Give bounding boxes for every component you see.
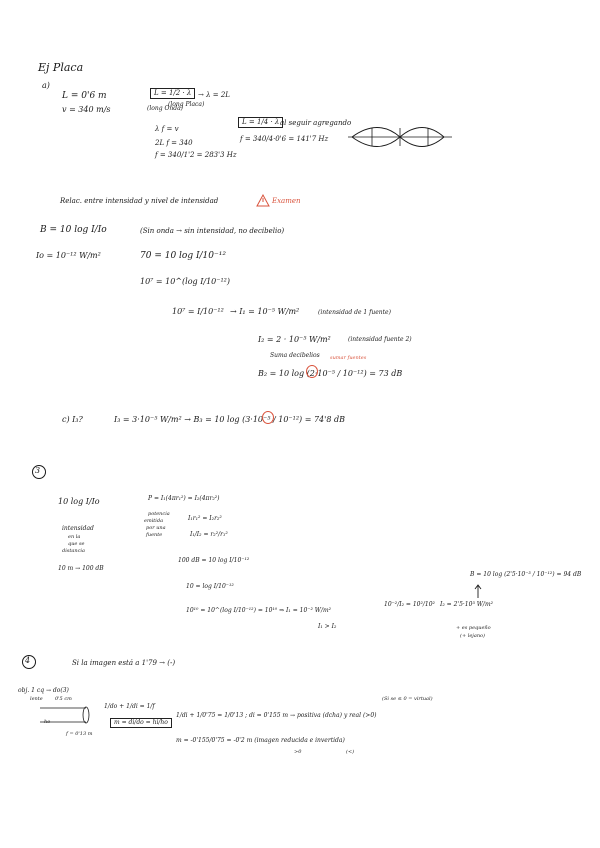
eq-100db: 100 dB = 10 log I/10⁻¹²: [178, 557, 250, 564]
frequency-result: f = 340/1'2 = 283'3 Hz: [155, 151, 237, 159]
intensity-formula: 10 log I/Io: [58, 497, 100, 506]
ho-label: ho: [44, 719, 51, 725]
en-la-label: en la: [68, 534, 81, 540]
por-una-label: por una: [146, 525, 166, 531]
beta-formula: B = 10 log I/Io: [40, 225, 107, 235]
sin-onda-note: (Sin onda → sin intensidad, no decibelio): [140, 227, 285, 235]
I2-value: I₂ = 2'5·10³ W/m²: [440, 601, 494, 608]
di-equation: 1/di + 1/0'75 = 1/0'13 ; di = 0'155 m → positiva (dcha) y real (>0): [176, 712, 377, 719]
magnification-box: m = di/do = hi/ho: [110, 718, 172, 728]
equation-10-7: 10⁷ = 10^(log I/10⁻¹²): [140, 277, 231, 286]
I2-note: (intensidad fuente 2): [348, 336, 412, 343]
total-beta: B₂ = 10 log (2·10⁻⁵ / 10⁻¹²) = 73 dB: [258, 369, 403, 378]
part-a-label: a): [42, 81, 50, 90]
frequency-result-2: f = 340/4·0'6 = 141'7 Hz: [240, 135, 329, 143]
section-3-number: 3: [35, 466, 41, 475]
I1-note: (intensidad de 1 fuente): [318, 309, 391, 316]
al-seguir-note: al seguir agregando: [280, 119, 352, 127]
part-c-equation: I₃ = 3·10⁻⁵ W/m² → B₃ = 10 log (3·10⁻⁵ / 10⁻¹²) = 74'8 dB: [114, 415, 345, 424]
lt-zero-note: (<): [346, 749, 355, 755]
lambda-relation: → λ = 2L: [198, 91, 230, 99]
part-c-label: c) I₃?: [62, 415, 83, 424]
quarter-wave-box: L = 1/4 · λ: [238, 117, 283, 128]
speed-value: v = 340 m/s: [62, 105, 111, 114]
section-4-number: 4: [25, 656, 31, 665]
I2-result: I₂ = 2 · 10⁻⁵ W/m²: [258, 335, 331, 344]
potencia-label: potencia: [148, 511, 170, 517]
lens-equation: 1/do + 1/di = 1/f: [104, 703, 155, 710]
eq-10-10: 10¹⁰ = 10^(log I/10⁻¹²) = 10¹⁰ ⇒ I₁ = 10⁻² W/m²: [186, 607, 332, 614]
I1r1-equation: I₁r₁² = I₂r₂²: [188, 515, 222, 522]
fuente-label: fuente: [146, 532, 163, 538]
length-value: L = 0'6 m: [62, 91, 107, 101]
intensidad-label: intensidad: [62, 525, 94, 532]
sumar-fuentes-note: sumar fuentes: [330, 355, 367, 361]
ratio-frac: 10⁻²/I₂ = 10²/10²: [384, 601, 435, 608]
virtual-note: (Si se ≤ 0 = virtual): [382, 696, 433, 702]
power-equation: P = I₁(4πr₁²) = I₂(4πr₂²): [148, 495, 220, 502]
object-note: obj. 1 cq → do(3): [18, 687, 69, 694]
two-L-f-equation: 2L f = 340: [155, 139, 193, 147]
que-se-label: que se: [68, 541, 85, 547]
beta-94: B = 10 log (2'5·10⁻³ / 10⁻¹²) = 94 dB: [470, 571, 582, 578]
lambda-f-equation: λ f = v: [155, 125, 179, 133]
distance-note: 10 m → 100 dB: [58, 565, 104, 572]
m-equation: m = -0'155/0'75 = -0'2 m (imagen reducida e invertida): [176, 737, 345, 744]
exam-label: Examen: [272, 197, 301, 205]
gt-zero-note: >0: [294, 749, 302, 755]
suma-note: Suma decibelios: [270, 352, 320, 359]
equation-10-7b: 10⁷ = I/10⁻¹²: [172, 307, 224, 316]
section-title: Ej Placa: [38, 61, 84, 74]
mas-pequeno-note: + es pequeño: [456, 625, 491, 631]
mas-lejano-note: (+ lejano): [460, 633, 485, 639]
ratio-equation: I₁/I₂ = r₂²/r₁²: [190, 531, 228, 538]
Io-value: Io = 10⁻¹² W/m²: [36, 251, 101, 260]
section-4-title: Si la imagen está a 1'79 → (-): [72, 659, 176, 667]
equation-70: 70 = 10 log I/10⁻¹²: [140, 251, 226, 261]
focus-value: f = 0'13 m: [66, 731, 93, 737]
distancia-label: distancia: [62, 548, 85, 554]
object-size: 0'5 cm: [55, 696, 72, 702]
note-long-plate: (long Placa): [168, 101, 205, 108]
note-long-wave: (long Onda): [147, 105, 184, 112]
relation-heading: Relac. entre intensidad y nivel de intensidad: [60, 197, 219, 205]
emitida-label: emitida: [144, 518, 164, 524]
I1-gt-I2: I₁ > I₂: [318, 623, 337, 630]
lente-label: lente: [30, 696, 43, 702]
half-wave-box: L = 1/2 · λ: [150, 88, 195, 99]
eq-10: 10 = log I/10⁻¹²: [186, 583, 234, 590]
I1-result: → I₁ = 10⁻⁵ W/m²: [230, 307, 300, 316]
